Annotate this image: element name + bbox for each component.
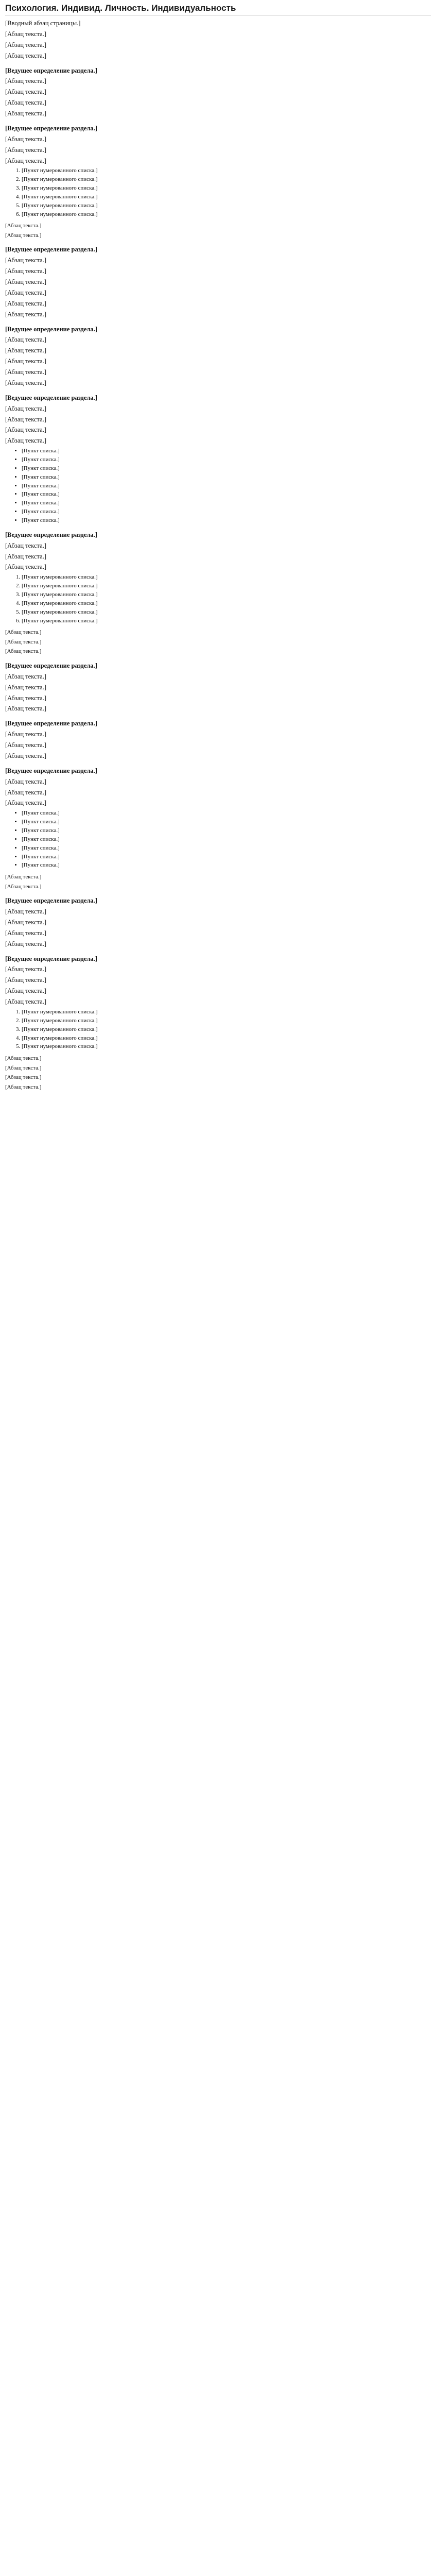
list-item: 5. [Пункт нумерованного списка.] (22, 1043, 431, 1050)
section-1 (5, 66, 431, 118)
list-item: 2. [Пункт нумерованного списка.] (22, 176, 431, 183)
section-6 (5, 531, 431, 655)
paragraph: [Абзац текста.] (5, 358, 46, 365)
section-11 (5, 955, 431, 1091)
list-item: 6. [Пункт нумерованного списка.] (22, 211, 431, 218)
numbered-list (5, 167, 431, 218)
paragraph: [Абзац текста.] (5, 299, 46, 307)
page-title: Психология. Индивид. Личность. Индивидуальность (5, 3, 431, 16)
paragraph: [Абзац текста.] (5, 976, 46, 984)
paragraph: [Абзац текста.] (5, 563, 46, 571)
paragraph: [Абзац текста.] (5, 289, 46, 296)
intro-section (5, 19, 431, 60)
section-lead: [Ведущее определение раздела.] (5, 66, 97, 74)
section-lead: [Ведущее определение раздела.] (5, 767, 97, 774)
section-9 (5, 767, 431, 890)
section-5 (5, 394, 431, 524)
list-item: • [Пункт списка.] (22, 861, 431, 869)
paragraph: [Абзац текста.] (5, 987, 46, 995)
list-item: 2. [Пункт нумерованного списка.] (22, 582, 431, 590)
section-lead: [Ведущее определение раздела.] (5, 897, 97, 905)
paragraph: [Абзац текста.] (5, 908, 46, 916)
section-lead: [Ведущее определение раздела.] (5, 246, 97, 253)
paragraph: [Абзац текста.] (5, 310, 46, 318)
list-item: • [Пункт списка.] (22, 499, 431, 507)
bullet-list (5, 447, 431, 524)
document-page (0, 0, 436, 1117)
paragraph: [Абзац текста.] (5, 223, 42, 229)
list-item: 5. [Пункт нумерованного списка.] (22, 608, 431, 616)
paragraph: [Абзац текста.] (5, 777, 46, 785)
paragraph: [Абзац текста.] (5, 77, 46, 85)
list-item: 1. [Пункт нумерованного списка.] (22, 573, 431, 581)
section-lead: [Ведущее определение раздела.] (5, 662, 97, 669)
paragraph: [Абзац текста.] (5, 232, 42, 239)
list-item: 3. [Пункт нумерованного списка.] (22, 184, 431, 192)
list-item: 4. [Пункт нумерованного списка.] (22, 1035, 431, 1042)
paragraph: [Абзац текста.] (5, 52, 46, 59)
section-lead: [Ведущее определение раздела.] (5, 531, 97, 538)
paragraph: [Абзац текста.] (5, 672, 46, 680)
paragraph: [Абзац текста.] (5, 940, 46, 947)
list-item: 4. [Пункт нумерованного списка.] (22, 600, 431, 607)
paragraph: [Абзац текста.] (5, 110, 46, 117)
paragraph: [Абзац текста.] (5, 336, 46, 344)
paragraph: [Абзац текста.] (5, 694, 46, 702)
paragraph: [Абзац текста.] (5, 541, 46, 549)
section-3 (5, 245, 431, 318)
section-10 (5, 896, 431, 948)
numbered-list (5, 1008, 431, 1050)
list-item: • [Пункт списка.] (22, 473, 431, 481)
list-item: • [Пункт списка.] (22, 818, 431, 826)
paragraph: [Абзац текста.] (5, 278, 46, 286)
paragraph: [Абзац текста.] (5, 88, 46, 96)
list-item: 6. [Пункт нумерованного списка.] (22, 617, 431, 625)
paragraph: [Абзац текста.] (5, 267, 46, 275)
paragraph: [Абзац текста.] (5, 998, 46, 1006)
paragraph: [Абзац текста.] (5, 552, 46, 560)
paragraph: [Абзац текста.] (5, 404, 46, 412)
numbered-list (5, 573, 431, 624)
paragraph: [Абзац текста.] (5, 705, 46, 713)
section-lead: [Ведущее определение раздела.] (5, 394, 97, 401)
list-item: 2. [Пункт нумерованного списка.] (22, 1017, 431, 1025)
list-item: 3. [Пункт нумерованного списка.] (22, 591, 431, 599)
section-7 (5, 662, 431, 713)
paragraph: [Вводный абзац страницы.] (5, 20, 81, 27)
list-item: • [Пункт списка.] (22, 853, 431, 861)
paragraph: [Абзац текста.] (5, 41, 46, 48)
paragraph: [Абзац текста.] (5, 426, 46, 434)
paragraph: [Абзац текста.] (5, 146, 46, 154)
list-item: • [Пункт списка.] (22, 508, 431, 516)
list-item: 3. [Пункт нумерованного списка.] (22, 1026, 431, 1033)
paragraph: [Абзац текста.] (5, 1074, 42, 1081)
paragraph: [Абзац текста.] (5, 1064, 42, 1071)
paragraph: [Абзац текста.] (5, 883, 42, 890)
list-item: • [Пункт списка.] (22, 482, 431, 490)
section-lead: [Ведущее определение раздела.] (5, 955, 97, 962)
paragraph: [Абзац текста.] (5, 135, 46, 143)
section-lead: [Ведущее определение раздела.] (5, 325, 97, 333)
list-item: • [Пункт списка.] (22, 447, 431, 455)
list-item: 1. [Пункт нумерованного списка.] (22, 167, 431, 175)
paragraph: [Абзац текста.] (5, 157, 46, 164)
list-item: 5. [Пункт нумерованного списка.] (22, 202, 431, 210)
list-item: • [Пункт списка.] (22, 809, 431, 817)
paragraph: [Абзац текста.] (5, 437, 46, 445)
paragraph: [Абзац текста.] (5, 965, 46, 973)
paragraph: [Абзац текста.] (5, 347, 46, 354)
paragraph: [Абзац текста.] (5, 99, 46, 107)
paragraph: [Абзац текста.] (5, 257, 46, 264)
paragraph: [Абзац текста.] (5, 1083, 42, 1090)
paragraph: [Абзац текста.] (5, 683, 46, 691)
list-item: • [Пункт списка.] (22, 456, 431, 464)
paragraph: [Абзац текста.] (5, 788, 46, 796)
list-item: 1. [Пункт нумерованного списка.] (22, 1008, 431, 1016)
paragraph: [Абзац текста.] (5, 918, 46, 926)
paragraph: [Абзац текста.] (5, 629, 42, 636)
bullet-list (5, 809, 431, 869)
paragraph: [Абзац текста.] (5, 799, 46, 807)
section-2 (5, 124, 431, 240)
paragraph: [Абзац текста.] (5, 415, 46, 423)
paragraph: [Абзац текста.] (5, 1055, 42, 1062)
section-4 (5, 325, 431, 387)
paragraph: [Абзац текста.] (5, 638, 42, 645)
list-item: • [Пункт списка.] (22, 844, 431, 852)
paragraph: [Абзац текста.] (5, 648, 42, 655)
paragraph: [Абзац текста.] (5, 752, 46, 759)
section-lead: [Ведущее определение раздела.] (5, 124, 97, 132)
list-item: • [Пункт списка.] (22, 517, 431, 524)
list-item: • [Пункт списка.] (22, 836, 431, 843)
list-item: • [Пункт списка.] (22, 827, 431, 835)
paragraph: [Абзац текста.] (5, 731, 46, 738)
paragraph: [Абзац текста.] (5, 741, 46, 749)
list-item: • [Пункт списка.] (22, 465, 431, 472)
section-lead: [Ведущее определение раздела.] (5, 720, 97, 727)
paragraph: [Абзац текста.] (5, 30, 46, 38)
paragraph: [Абзац текста.] (5, 379, 46, 386)
section-8 (5, 719, 431, 760)
paragraph: [Абзац текста.] (5, 368, 46, 376)
paragraph: [Абзац текста.] (5, 929, 46, 937)
list-item: • [Пункт списка.] (22, 490, 431, 498)
paragraph: [Абзац текста.] (5, 874, 42, 880)
list-item: 4. [Пункт нумерованного списка.] (22, 193, 431, 201)
